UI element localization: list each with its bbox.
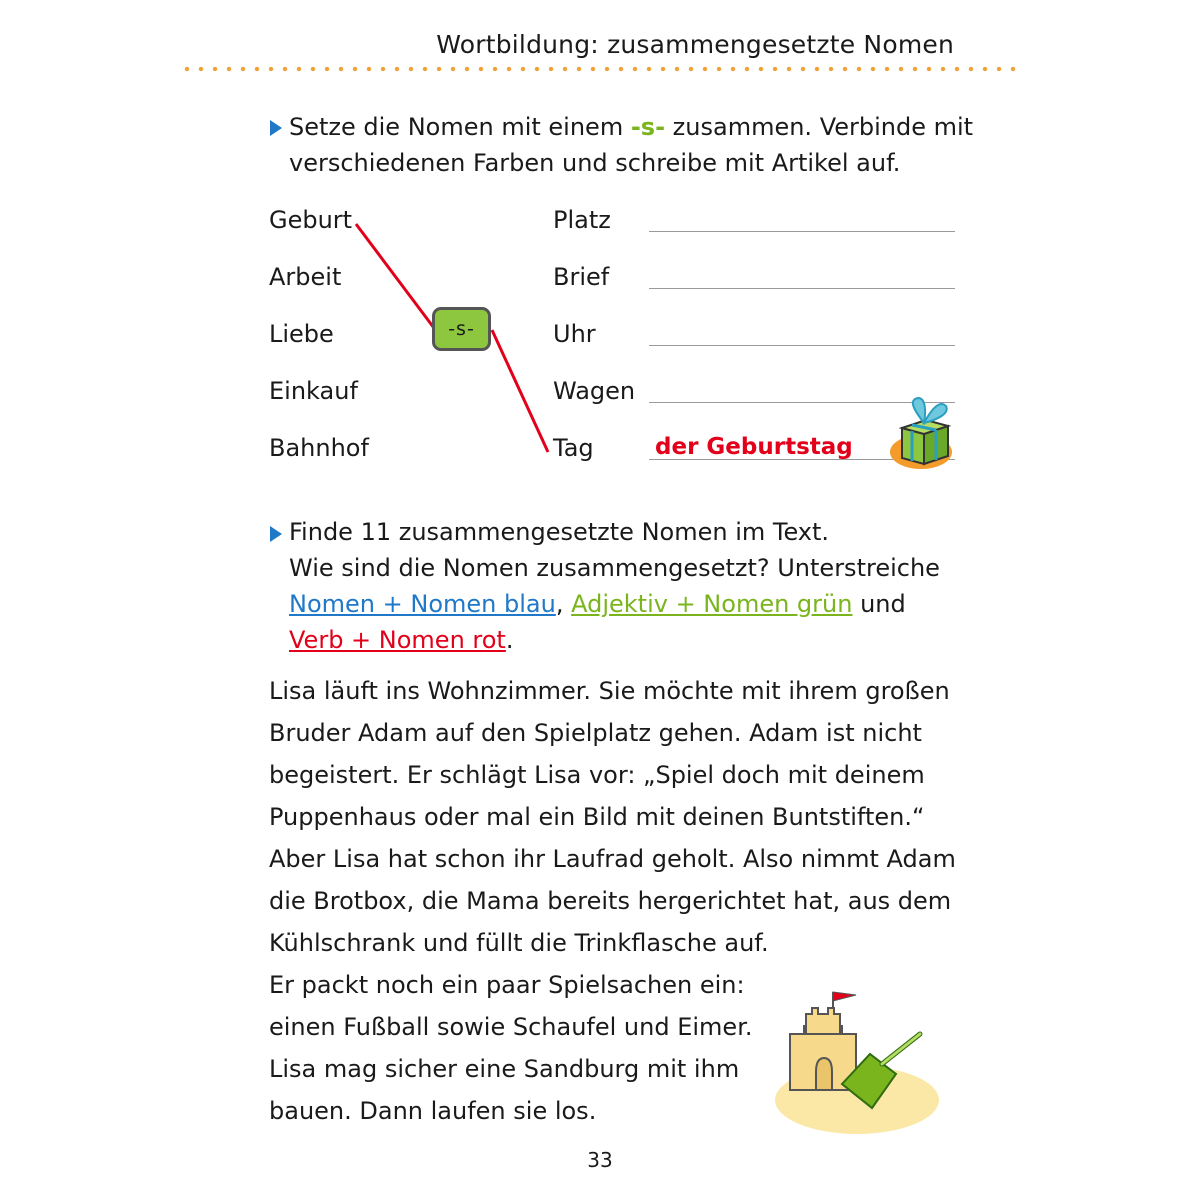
page-header-title: Wortbildung: zusammengesetzte Nomen [436, 30, 954, 59]
story-line: Aber Lisa hat schon ihr Laufrad geholt. Also nimmt Adam [269, 845, 956, 873]
task2-line2: Wie sind die Nomen zusammengesetzt? Unterstreiche [289, 554, 940, 582]
suffix-connector-box: -s- [432, 307, 491, 351]
right-word-platz: Platz [553, 206, 611, 234]
sandcastle-icon [772, 988, 942, 1138]
left-word-liebe: Liebe [269, 320, 334, 348]
connection-line-left [356, 224, 434, 328]
task2-line1: Finde 11 zusammengesetzte Nomen im Text. [289, 518, 830, 546]
story-line: Kühlschrank und füllt die Trinkflasche auf. [269, 929, 769, 957]
task2-instruction [289, 514, 940, 658]
bullet-triangle-icon [270, 526, 282, 542]
answer-line[interactable] [649, 288, 955, 289]
story-line: Er packt noch ein paar Spielsachen ein: [269, 971, 745, 999]
right-word-wagen: Wagen [553, 377, 636, 405]
legend-blue: Nomen + Nomen blau [289, 590, 556, 618]
page-number: 33 [587, 1148, 613, 1172]
story-line: Lisa läuft ins Wohnzimmer. Sie möchte mit ihrem großen [269, 677, 950, 705]
right-word-uhr: Uhr [553, 320, 596, 348]
story-line: einen Fußball sowie Schaufel und Eimer. [269, 1013, 753, 1041]
story-line: Lisa mag sicher eine Sandburg mit ihm [269, 1055, 740, 1083]
legend-comma: , [555, 590, 564, 618]
legend-red: Verb + Nomen rot [289, 626, 506, 654]
story-line: begeistert. Er schlägt Lisa vor: „Spiel doch mit deinem [269, 761, 925, 789]
left-word-geburt: Geburt [269, 206, 353, 234]
left-word-einkauf: Einkauf [269, 377, 358, 405]
legend-und: und [852, 590, 906, 618]
legend-period: . [505, 626, 514, 654]
answer-line[interactable] [649, 345, 955, 346]
story-line: bauen. Dann laufen sie los. [269, 1097, 597, 1125]
right-word-tag: Tag [553, 434, 594, 462]
left-word-arbeit: Arbeit [269, 263, 342, 291]
right-word-brief: Brief [553, 263, 610, 291]
task1-suffix: -s- [630, 113, 666, 141]
task1-line1-before: Setze die Nomen mit einem [289, 113, 631, 141]
legend-green: Adjektiv + Nomen grün [571, 590, 853, 618]
story-line: Bruder Adam auf den Spielplatz gehen. Adam ist nicht [269, 719, 922, 747]
connection-line-right [492, 330, 548, 452]
story-line: Puppenhaus oder mal ein Bild mit deinen Buntstiften.“ [269, 803, 925, 831]
answer-line[interactable] [649, 231, 955, 232]
example-answer: der Geburtstag [655, 434, 853, 460]
left-word-bahnhof: Bahnhof [269, 434, 369, 462]
task1-line2: verschiedenen Farben und schreibe mit Artikel auf. [289, 149, 901, 177]
task1-line1-after: zusammen. Verbinde mit [665, 113, 974, 141]
gift-icon [888, 392, 958, 474]
story-line: die Brotbox, die Mama bereits hergerichtet hat, aus dem [269, 887, 952, 915]
